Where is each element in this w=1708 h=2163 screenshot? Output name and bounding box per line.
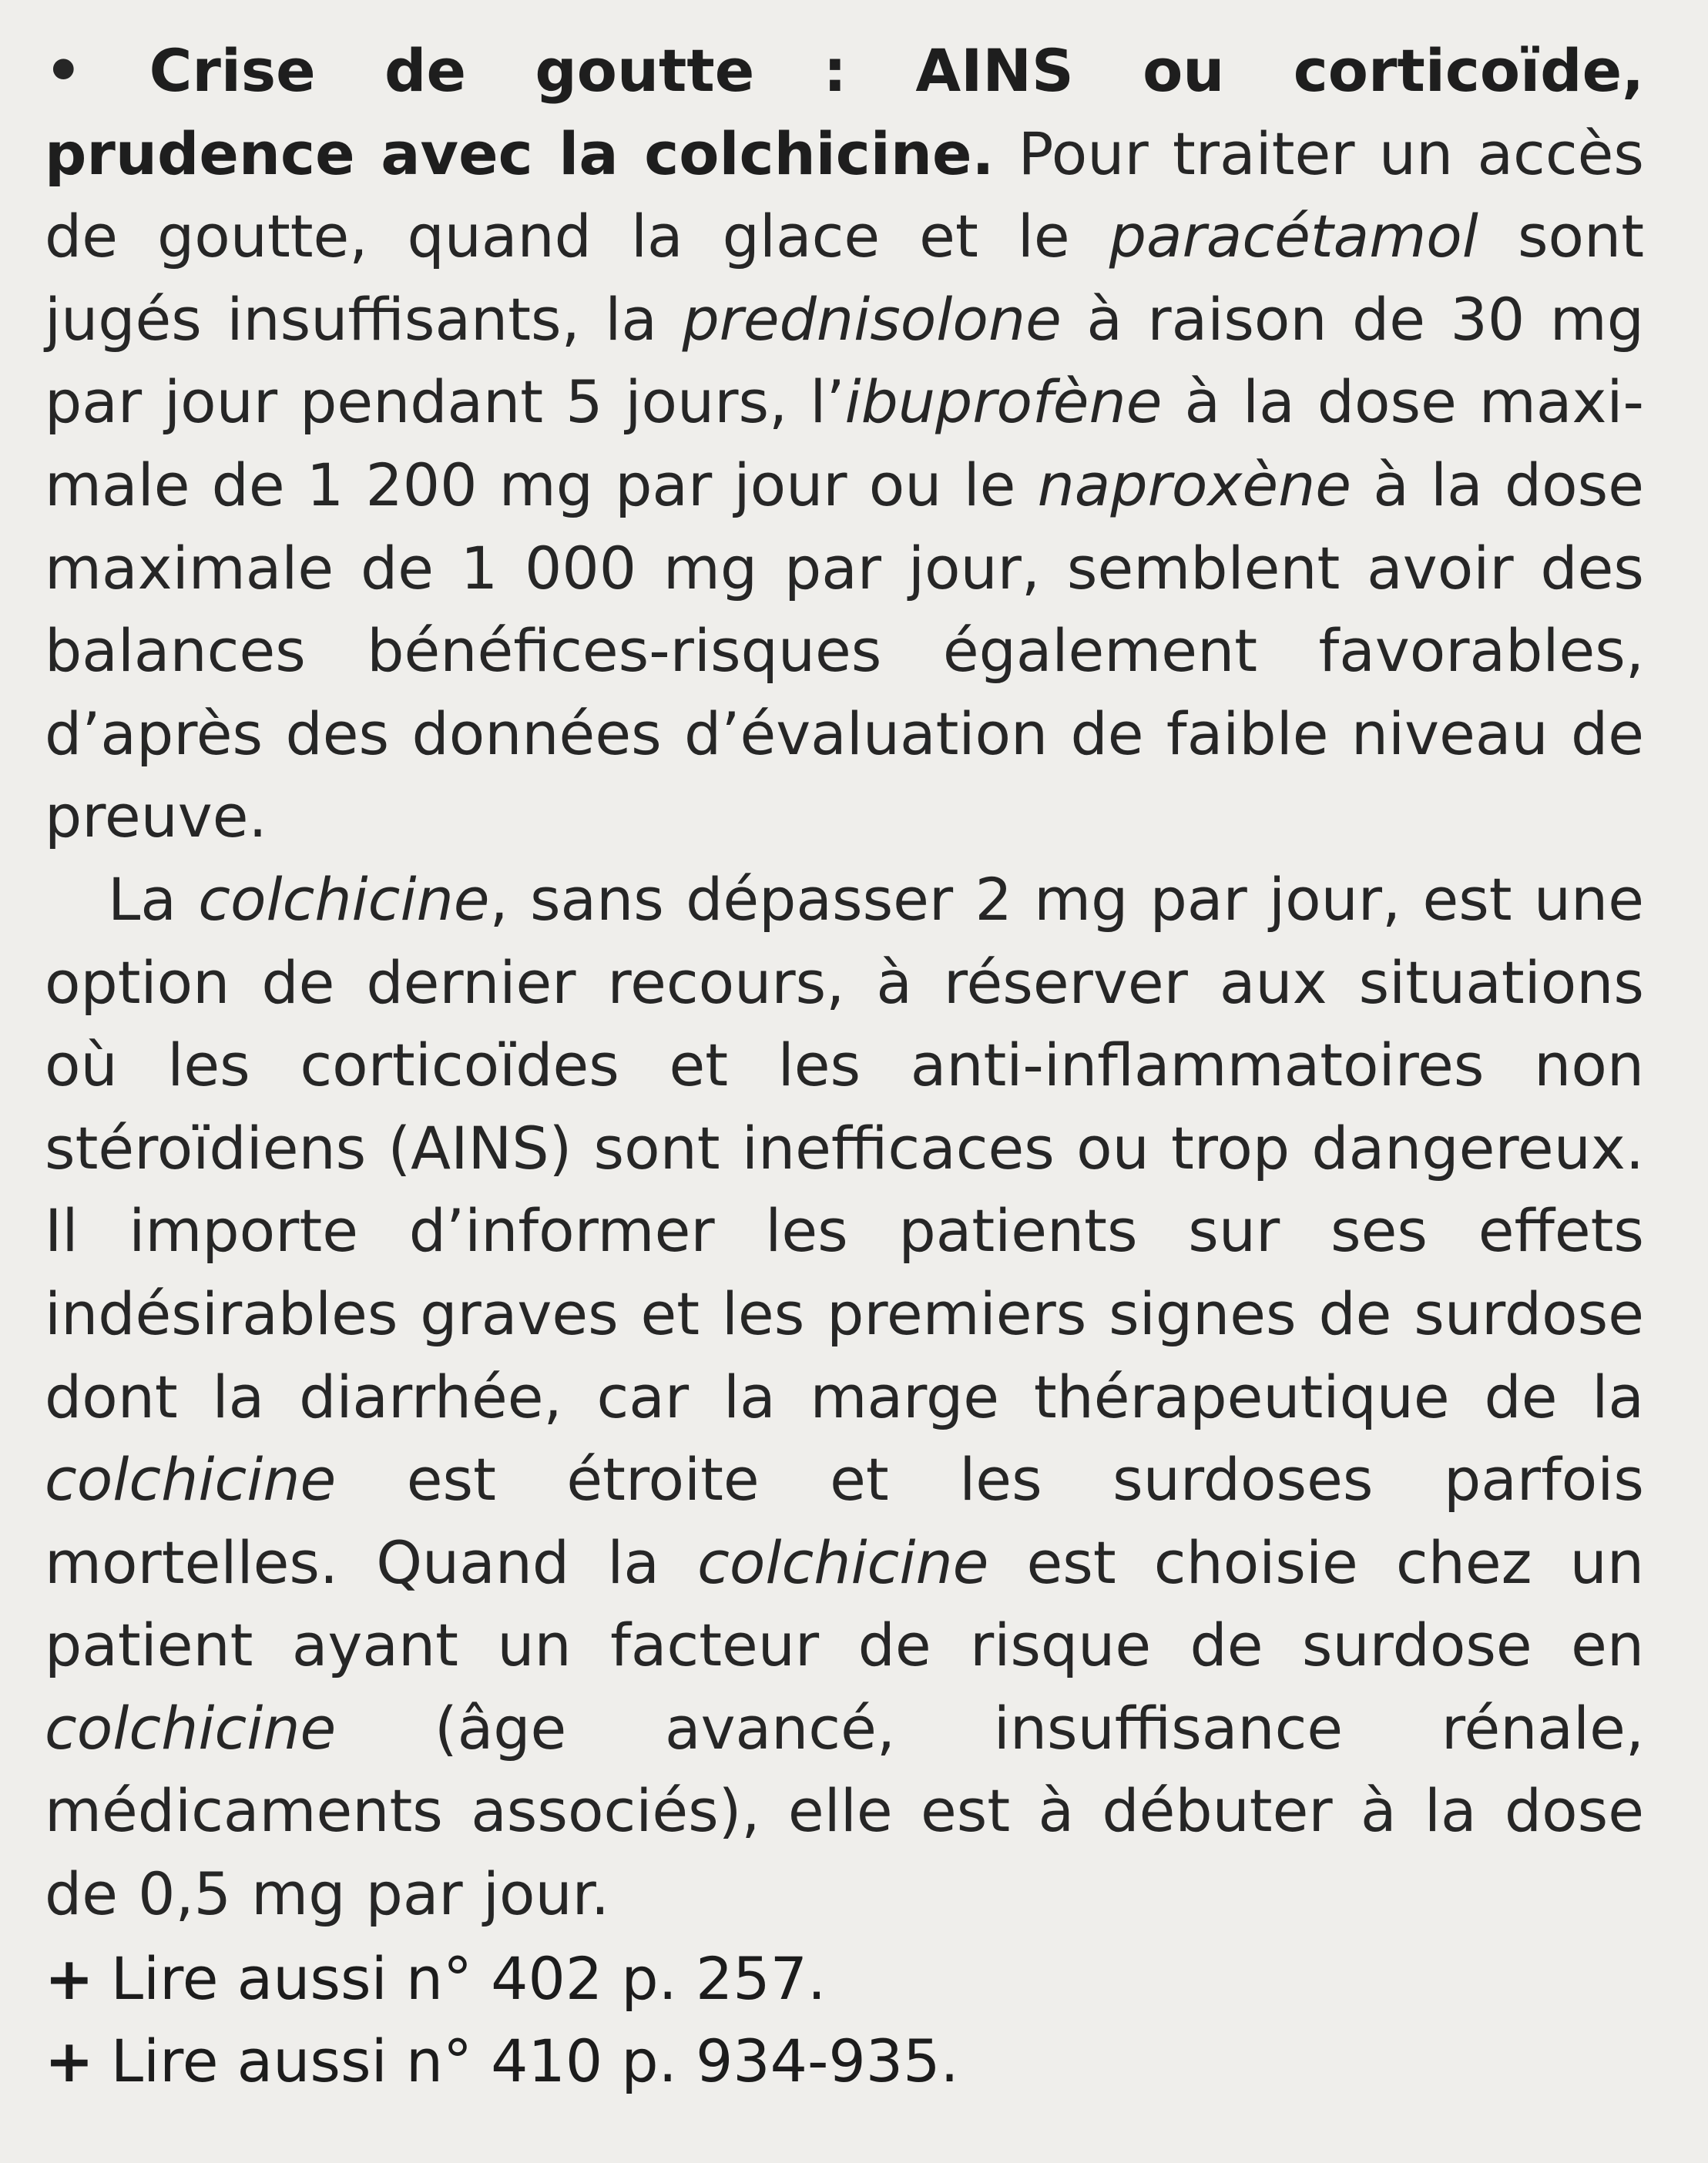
- reference-text: Lire aussi n° 402 p. 257.: [110, 1943, 827, 2013]
- italic-drug-name: colchicine: [45, 1693, 337, 1762]
- paragraph-2-text: La: [108, 864, 199, 934]
- paragraph-1-text: à la dose maximale de 1 200 mg par jour ou le: [45, 367, 1644, 519]
- italic-drug-name: naproxène: [1037, 450, 1352, 519]
- italic-drug-name: colchicine: [697, 1528, 989, 1597]
- reference-line: [45, 2020, 1644, 2103]
- plus-icon: +: [45, 2027, 94, 2096]
- italic-drug-name: prednisolone: [682, 284, 1062, 354]
- reference-text: Lire aussi n° 410 p. 934-935.: [110, 2027, 959, 2096]
- paragraph-1-text: sont jugés insuffisants, la: [45, 202, 1645, 354]
- italic-drug-name: ibuprofène: [844, 367, 1163, 437]
- references: [45, 1937, 1644, 2103]
- paragraph-1-text: à la dose maximale de 1 000 mg par jour, semblent avoir des balances bénéfices-risques également favorables, d’après des données d’évaluation de faible niveau de preuve.: [45, 450, 1644, 851]
- paragraph-2-text: (âge avancé, insuffisance rénale, médicaments associés), elle est à débuter à la dose de 0,5 mg par jour.: [45, 1693, 1644, 1929]
- paragraph-colchicine: [45, 858, 1644, 1936]
- paragraph-2-text: est choisie chez un patient ayant un facteur de risque de surdose en: [45, 1528, 1644, 1680]
- plus-icon: +: [45, 1943, 94, 2013]
- bullet-icon: •: [45, 36, 82, 105]
- paragraph-1-text: Pour traiter un accès de goutte, quand la glace et le: [45, 119, 1644, 271]
- italic-drug-name: colchicine: [45, 1445, 337, 1514]
- article-column: [45, 29, 1644, 2103]
- reference-line: [45, 1937, 1644, 2020]
- paragraph-1-text: à raison de 30 mg par jour pendant 5 jours, l’: [45, 284, 1645, 437]
- paragraph-2-text: est étroite et les surdoses parfois mortelles. Quand la: [45, 1445, 1644, 1597]
- lead-heading: Crise de goutte : AINS ou corticoïde, prudence avec la colchicine.: [45, 36, 1644, 188]
- paragraph-gout-treatment: [45, 29, 1644, 858]
- paragraph-2-body: [45, 865, 1644, 1928]
- paragraph-2-text: , sans dépasser 2 mg par jour, est une option de dernier recours, à réserver aux situations où les corticoïdes et les anti-inflammatoires non stéroïdiens (AINS) sont inefficaces ou trop dangereux. Il importe d’informer les patients sur ses effets indésirables graves et les premiers signes de surdose dont la diarrhée, car la marge thérapeutique de la: [45, 864, 1644, 1431]
- italic-drug-name: paracétamol: [1109, 202, 1478, 271]
- italic-drug-name: colchicine: [198, 864, 490, 934]
- paragraph-1-body: [45, 119, 1644, 851]
